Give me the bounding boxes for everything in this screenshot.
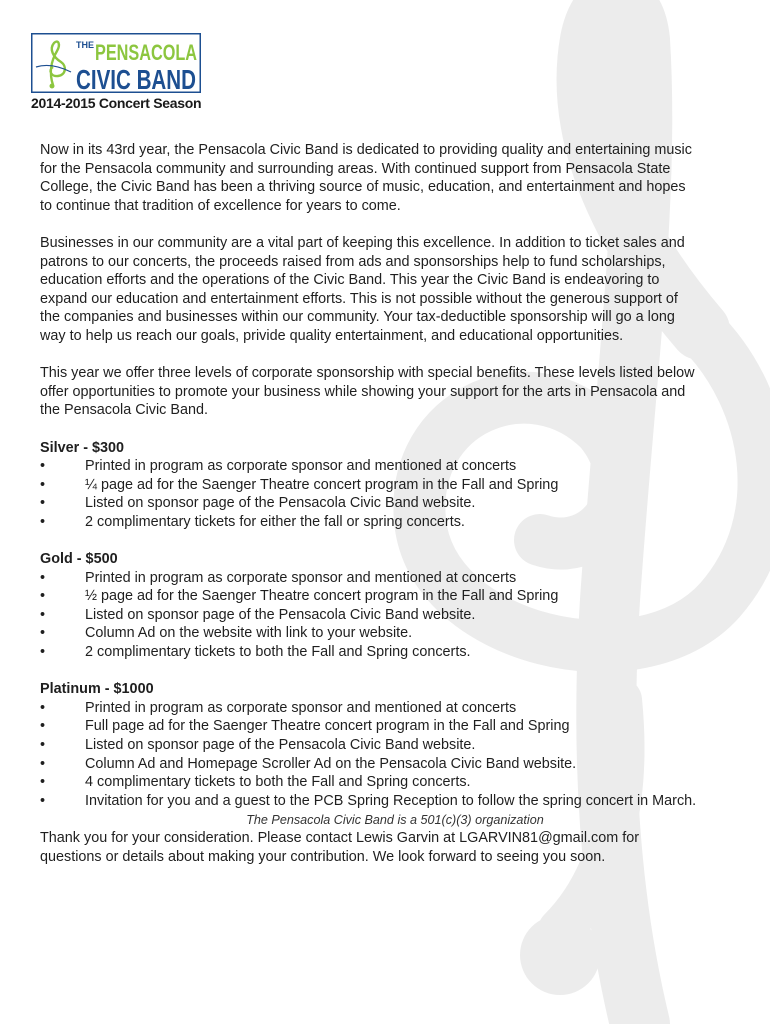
gold-tier xyxy=(40,550,750,662)
benefit-text: Listed on sponsor page of the Pensacola Civic Band website. xyxy=(85,495,476,512)
text-line: education efforts and the operations of the Civic Band. This year the Civic Band is endeavoring to xyxy=(40,272,660,289)
logo-pensacola-text: PENSACOLA xyxy=(95,40,198,65)
list-item xyxy=(40,717,750,736)
bullet-icon: • xyxy=(40,718,46,735)
benefit-text: Column Ad on the website with link to your website. xyxy=(85,625,413,642)
benefit-text: ¼ page ad for the Saenger Theatre concert program in the Fall and Spring xyxy=(85,476,559,493)
bullet-icon: • xyxy=(40,495,46,512)
bullet-icon: • xyxy=(40,476,46,493)
text-line: questions or details about making your contribution. We look forward to seeing you soon. xyxy=(40,848,606,865)
bullet-icon: • xyxy=(40,699,46,716)
list-item xyxy=(40,476,750,495)
text-line: expand our education and entertainment efforts. This is not possible without the generous support of xyxy=(40,290,678,307)
bullet-icon: • xyxy=(40,737,46,753)
concert-season-label: 2014-2015 Concert Season xyxy=(31,95,202,111)
pensacola-civic-band-logo xyxy=(31,33,201,93)
text-line: for the Pensacola community and surrounding areas. With continued support from Pensacola State xyxy=(40,160,671,177)
text-line: Businesses in our community are a vital part of keeping this excellence. In addition to ticket sales and xyxy=(40,234,685,251)
text-line: offer opportunities to promote your business while showing your support for the arts in Pensacola and xyxy=(40,383,686,400)
benefit-text: 2 complimentary tickets to both the Fall and Spring concerts. xyxy=(85,644,471,661)
text-line: This year we offer three levels of corporate sponsorship with special benefits. These levels listed below xyxy=(40,365,695,382)
list-item xyxy=(40,587,750,606)
intro-paragraph xyxy=(40,141,750,215)
logo-civic-band-text: CIVIC BAND xyxy=(76,64,196,95)
logo-the-text: THE xyxy=(76,40,94,50)
benefit-text: Invitation for you and a guest to the PCB Spring Reception to follow the spring concert in March. xyxy=(85,792,697,809)
tier-benefits-list xyxy=(40,457,750,531)
benefit-text: Full page ad for the Saenger Theatre concert program in the Fall and Spring xyxy=(85,718,570,735)
list-item xyxy=(40,624,750,643)
text-line: to continue that tradition of excellence for years to come. xyxy=(40,197,401,214)
text-line: the Pensacola Civic Band. xyxy=(40,402,208,419)
bullet-icon: • xyxy=(40,774,46,791)
benefit-text: Printed in program as corporate sponsor and mentioned at concerts xyxy=(85,699,517,716)
tier-title: Silver - $300 xyxy=(40,439,125,456)
letter-body xyxy=(40,141,750,867)
list-item xyxy=(40,792,750,811)
list-item xyxy=(40,736,750,755)
text-line: Thank you for your consideration. Please contact Lewis Garvin at LGARVIN81@gmail.com for xyxy=(40,830,640,847)
silver-tier xyxy=(40,439,750,532)
list-item xyxy=(40,569,750,588)
list-item xyxy=(40,773,750,792)
tier-title: Gold - $500 xyxy=(40,551,118,568)
benefit-text: Printed in program as corporate sponsor and mentioned at concerts xyxy=(85,458,517,475)
text-line: way to help us reach our goals, privide quality entertainment, and educational opportunities. xyxy=(40,327,624,344)
list-item xyxy=(40,755,750,774)
benefit-text: ½ page ad for the Saenger Theatre concert program in the Fall and Spring xyxy=(85,588,559,605)
list-item xyxy=(40,513,750,532)
benefit-text: Column Ad and Homepage Scroller Ad on the Pensacola Civic Band website. xyxy=(85,755,577,772)
bullet-icon: • xyxy=(40,606,46,623)
list-item xyxy=(40,699,750,718)
bullet-icon: • xyxy=(40,625,46,642)
bullet-icon: • xyxy=(40,755,46,772)
bullet-icon: • xyxy=(40,569,46,586)
benefit-text: Listed on sponsor page of the Pensacola Civic Band website. xyxy=(85,606,476,623)
tier-title: Platinum - $1000 xyxy=(40,681,154,698)
tier-benefits-list xyxy=(40,569,750,662)
bullet-icon: • xyxy=(40,588,46,605)
benefit-text: 4 complimentary tickets to both the Fall and Spring concerts. xyxy=(85,774,471,791)
text-line: patrons to our concerts, the proceeds raised from ads and sponsorships help to fund scholarships, xyxy=(40,253,666,270)
bullet-icon: • xyxy=(40,792,46,809)
benefit-text: Printed in program as corporate sponsor and mentioned at concerts xyxy=(85,569,517,586)
nonprofit-note: The Pensacola Civic Band is a 501(c)(3) organization xyxy=(246,813,544,828)
text-line: Now in its 43rd year, the Pensacola Civic Band is dedicated to providing quality and entertaining music xyxy=(40,142,692,158)
bullet-icon: • xyxy=(40,513,46,530)
thank-you-paragraph xyxy=(40,829,750,866)
text-line: College, the Civic Band has been a thriving source of music, education, and entertainment and hopes xyxy=(40,179,686,196)
list-item xyxy=(40,457,750,476)
benefit-text: Listed on sponsor page of the Pensacola Civic Band website. xyxy=(85,737,476,753)
platinum-tier xyxy=(40,680,750,810)
bullet-icon: • xyxy=(40,644,46,661)
businesses-paragraph xyxy=(40,234,750,346)
list-item xyxy=(40,606,750,625)
list-item xyxy=(40,494,750,513)
text-line: the companies and businesses within our community. Your tax-deductible sponsorship will go a long xyxy=(40,309,675,326)
sponsorship-levels-paragraph xyxy=(40,364,750,420)
tier-benefits-list xyxy=(40,699,750,811)
list-item xyxy=(40,643,750,662)
bullet-icon: • xyxy=(40,458,46,475)
benefit-text: 2 complimentary tickets for either the fall or spring concerts. xyxy=(85,513,465,530)
